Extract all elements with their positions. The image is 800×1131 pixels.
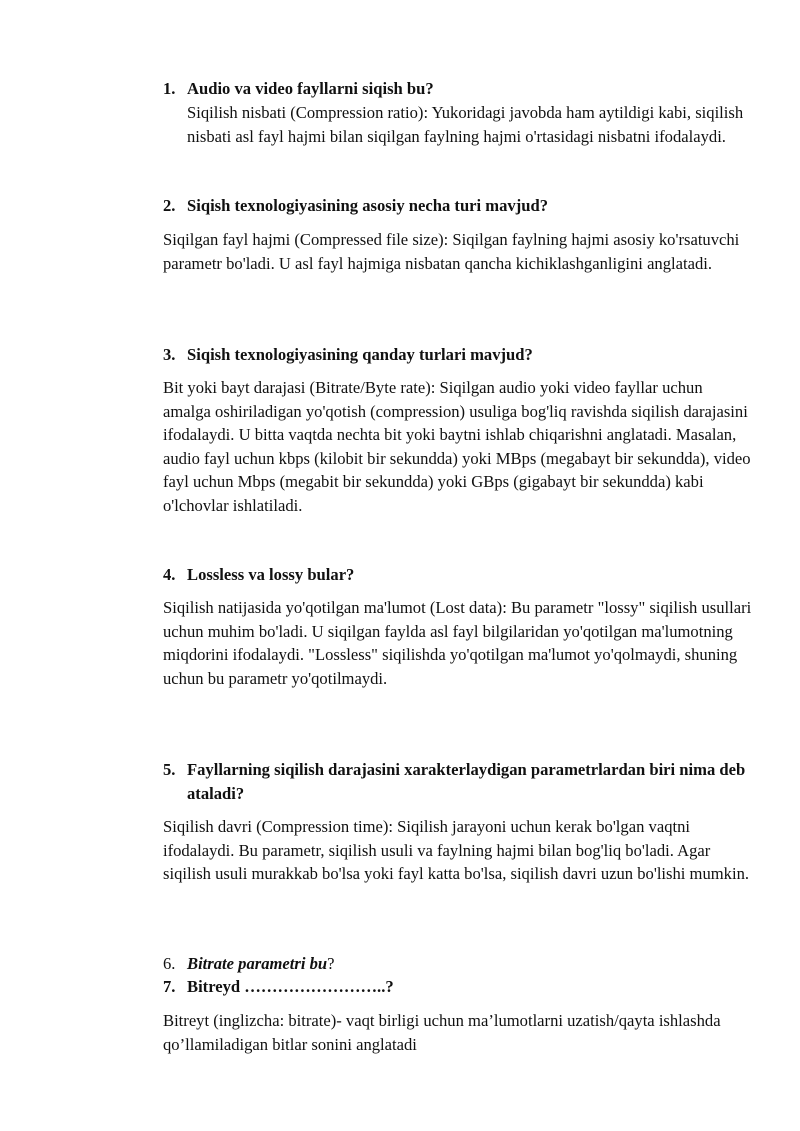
question-number: 1. <box>163 79 176 98</box>
question-4 <box>163 563 753 587</box>
question-text: Lossless va lossy bular? <box>187 565 355 584</box>
question-number: 3. <box>163 345 176 364</box>
question-number: 2. <box>163 196 176 215</box>
answer-3: Bit yoki bayt darajasi (Bitrate/Byte rate): Siqilgan audio yoki video fayllar uchun amalga oshiriladigan yo'qotish (compression) usuliga bog'liq ravishda siqilish darajasini ifodalaydi. U bitta vaqtda nechta bit yoki baytni ishlab chiqarishni anglatadi. Masalan, audio fayl uchun kbps (kilobit bir sekundda) yoki MBps (megabayt bir sekundda), video fayl uchun Mbps (megabit bir sekundda) yoki GBps (gigabayt bir sekundda) kabi o'lchovlar ishlatiladi. <box>163 378 751 515</box>
question-number: 4. <box>163 565 176 584</box>
answer-7: Bitreyt (inglizcha: bitrate)- vaqt birligi uchun ma’lumotlarni uzatish/qayta ishlashda qo’llamiladigan bitlar sonini anglatadi <box>163 1011 721 1054</box>
question-tail: ? <box>327 954 335 973</box>
question-1 <box>163 77 753 101</box>
question-2 <box>163 194 753 218</box>
question-7 <box>163 975 753 999</box>
question-text: Siqish texnologiyasining asosiy necha turi mavjud? <box>187 196 548 215</box>
question-number: 5. <box>163 760 176 779</box>
question-number: 7. <box>163 977 176 996</box>
answer-4: Siqilish natijasida yo'qotilgan ma'lumot (Lost data): Bu parametr "lossy" siqilish usullari uchun muhim bo'ladi. U siqilgan faylda asl fayl bilgilaridan yo'qotilgan ma'lumotning miqdorini ifodalaydi. "Lossless" siqilishda yo'qotilgan ma'lumot yo'qolmaydi, shuning uchun bu parametr yo'qotilmaydi. <box>163 598 752 688</box>
answer-2: Siqilgan fayl hajmi (Compressed file size): Siqilgan faylning hajmi asosiy ko'rsatuvchi parametr bo'ladi. U asl fayl hajmiga nisbatan qancha kichiklashganligini anglatadi. <box>163 230 740 273</box>
question-6 <box>163 952 753 976</box>
question-text: Fayllarning siqilish darajasini xarakterlaydigan parametrlardan biri nima deb ataladi? <box>187 760 746 803</box>
question-text: Audio va video fayllarni siqish bu? <box>187 79 434 98</box>
question-5 <box>163 758 753 805</box>
answer-1: Siqilish nisbati (Compression ratio): Yukoridagi javobda ham aytildigi kabi, siqilish nisbati asl fayl hajmi bilan siqilgan faylning hajmi o'rtasidagi nisbatni ifodalaydi. <box>187 103 744 146</box>
question-3 <box>163 343 753 367</box>
answer-5: Siqilish davri (Compression time): Siqilish jarayoni uchun kerak bo'lgan vaqtni ifodalaydi. Bu parametr, siqilish usuli va faylning hajmi bilan bog'liq bo'ladi. Agar siqilish usuli murakkab bo'lsa yoki fayl katta bo'lsa, siqilish davri uzun bo'lishi mumkin. <box>163 817 750 883</box>
question-emphasis: Bitrate parametri bu <box>187 954 328 973</box>
question-text: Bitreyd ……………………..? <box>187 977 394 996</box>
question-number: 6. <box>163 954 176 973</box>
question-text: Siqish texnologiyasining qanday turlari mavjud? <box>187 345 533 364</box>
